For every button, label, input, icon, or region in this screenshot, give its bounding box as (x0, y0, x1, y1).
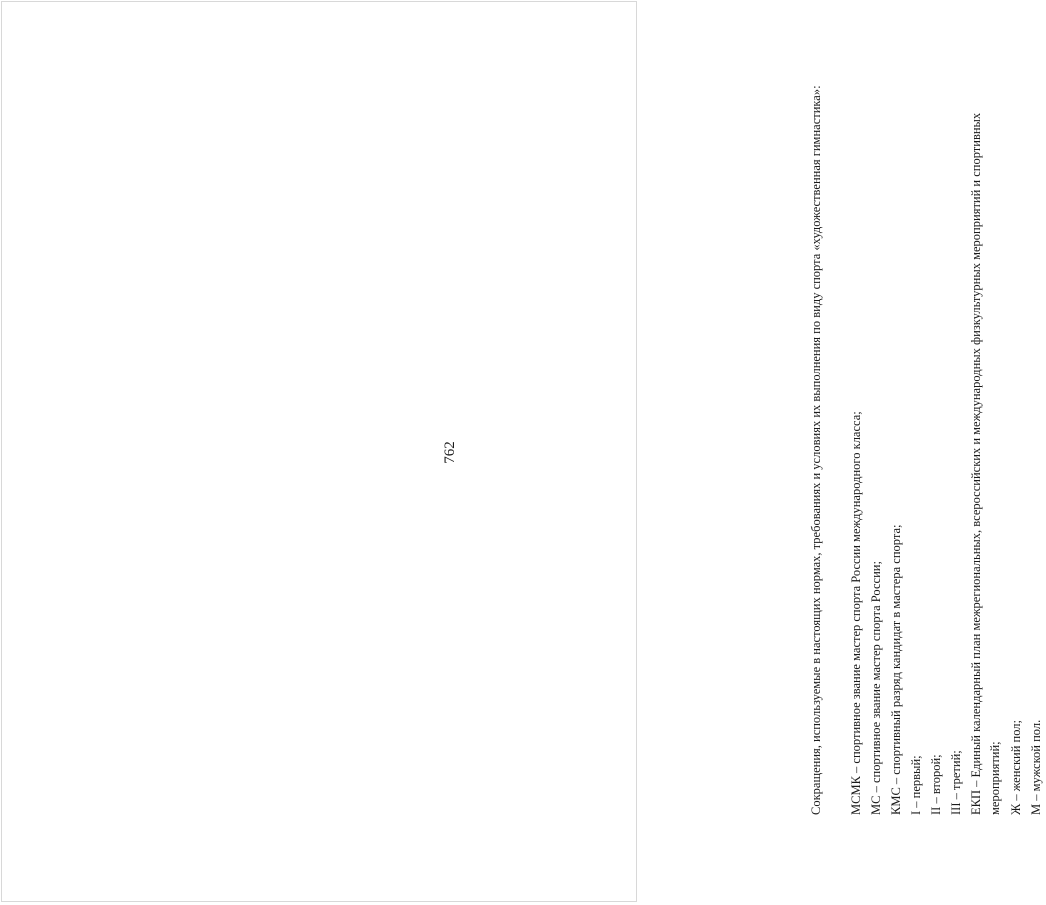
dash: – (1029, 794, 1043, 801)
abbreviation-description: спортивное звание мастер спорта России; (869, 561, 883, 784)
dash: – (1009, 794, 1023, 801)
abbreviation: II (929, 806, 943, 815)
abbreviation-description: второй; (929, 754, 943, 795)
rotated-content (442, 0, 1043, 905)
dash: – (929, 797, 943, 804)
abbreviation: I (909, 810, 923, 815)
abbreviation-description: третий; (949, 750, 963, 790)
page-number: 762 (442, 441, 458, 464)
abbreviation-description: первый; (909, 755, 923, 799)
abbreviation-description: спортивный разряд кандидат в мастера спорта; (889, 524, 903, 775)
abbreviation-description: Единый календарный план межрегиональных, всероссийских и международных физкультурных мероприятий и спортивных мероприятий; (969, 112, 1002, 815)
abbreviation-item-first (907, 75, 926, 815)
abbreviation-item-ekp (967, 75, 1004, 815)
dash: – (909, 801, 923, 808)
abbreviation: М (1029, 803, 1043, 815)
abbreviation-item-msmk (847, 75, 866, 815)
abbreviation: ЕКП (969, 790, 983, 815)
abbreviation-item-third (947, 75, 966, 815)
dash: – (949, 793, 963, 800)
abbreviation-description: женский пол; (1009, 719, 1023, 792)
abbreviation-item-ms (867, 75, 886, 815)
dash: – (869, 786, 883, 793)
abbreviation: III (949, 802, 963, 815)
intro-paragraph: Сокращения, используемые в настоящих нормах, требованиях и условиях их выполнения по виду спорта «художественная гимнастика»: (809, 85, 823, 815)
abbreviation: МСМК (849, 776, 863, 815)
abbreviation-item-kms (887, 75, 906, 815)
abbreviation-description: спортивное звание мастер спорта России международного класса; (849, 411, 863, 764)
dash: – (969, 780, 983, 787)
abbreviation: Ж (1009, 803, 1023, 815)
abbreviation-item-male (1027, 75, 1046, 815)
dash: – (849, 766, 863, 773)
abbreviation-item-female (1007, 75, 1026, 815)
abbreviation-item-second (927, 75, 946, 815)
abbreviation: КМС (889, 787, 903, 815)
abbreviation-description: мужской пол. (1029, 719, 1043, 792)
abbreviation: МС (869, 795, 883, 815)
dash: – (889, 777, 903, 785)
